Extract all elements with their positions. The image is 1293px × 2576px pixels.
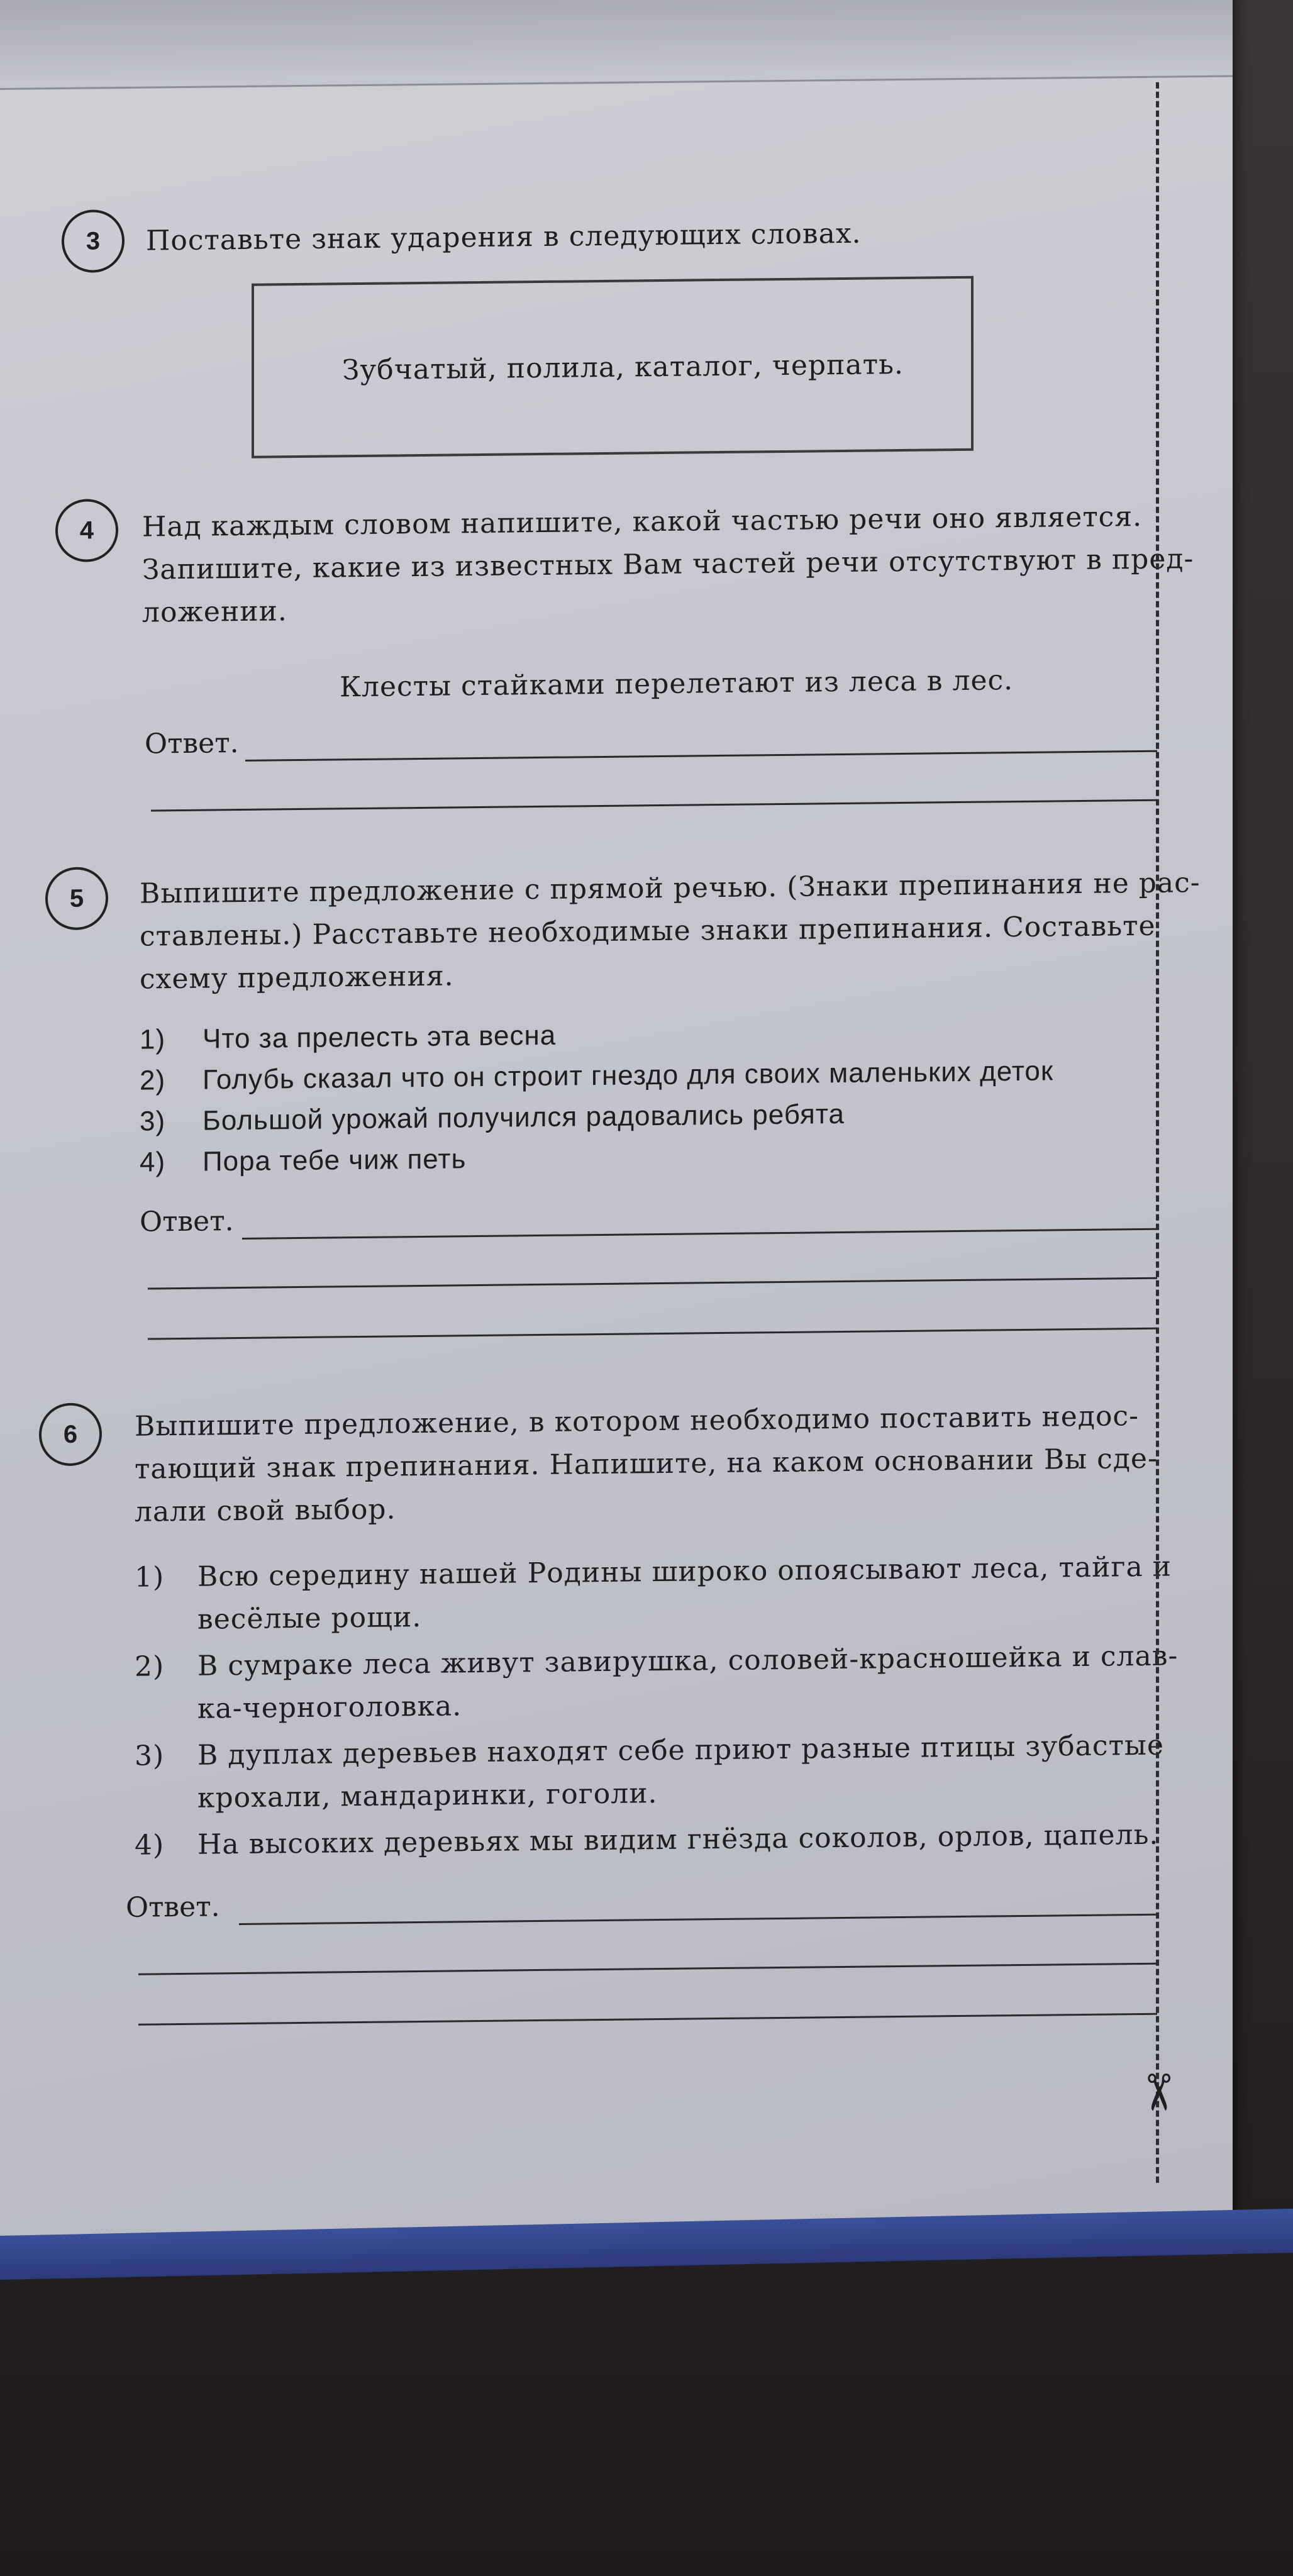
task6-option-3-cont: крохали, мандаринки, гоголи.	[197, 1777, 658, 1814]
task-number-5: 5	[45, 867, 108, 930]
task6-option-4-number: 4)	[135, 1829, 165, 1862]
task-number-3: 3	[62, 209, 125, 273]
task6-answer-line-2[interactable]	[138, 1963, 1157, 1975]
task5-option-3-number: 3)	[140, 1106, 166, 1137]
task5-option-2-text: Голубь сказал что он строит гнездо для своих маленьких деток	[203, 1055, 1054, 1096]
task5-option-2-number: 2)	[140, 1065, 166, 1096]
task4-instruction-line3: ложении.	[142, 595, 287, 629]
task4-answer-line-1[interactable]	[245, 750, 1157, 762]
task3-words: Зубчатый, полила, каталог, черпать.	[342, 348, 904, 387]
task3-instruction: Поставьте знак ударения в следующих словах.	[146, 217, 862, 257]
task5-answer-line-1[interactable]	[242, 1228, 1157, 1240]
scissors-icon: ✂	[1129, 2071, 1188, 2114]
task6-option-2	[135, 1636, 1178, 1686]
task6-option-2-number: 2)	[135, 1650, 165, 1683]
task5-answer-label: Ответ.	[140, 1205, 234, 1238]
task5-instruction-line2: ставлены.) Расставьте необходимые знаки препинания. Составьте	[140, 909, 1156, 953]
task4-sentence: Клесты стайками перелетают из леса в лес.	[340, 664, 1014, 704]
task6-option-2-cont: ка-черноголовка.	[197, 1690, 462, 1725]
task5-option-1	[140, 1016, 556, 1060]
task6-instruction-line2: тающий знак препинания. Напишите, на каком основании Вы сде-	[135, 1442, 1158, 1485]
task5-instruction-line3: схему предложения.	[140, 960, 454, 996]
task4-answer-line-2[interactable]	[151, 799, 1157, 812]
task6-option-1	[135, 1547, 1172, 1597]
task-number-4: 4	[55, 499, 118, 562]
task-number-6: 6	[39, 1402, 102, 1466]
task6-option-1-cont: весёлые рощи.	[197, 1601, 422, 1636]
task5-answer-line-3[interactable]	[148, 1328, 1157, 1340]
task6-answer-line-1[interactable]	[239, 1914, 1157, 1925]
task6-option-1-number: 1)	[135, 1561, 165, 1594]
task6-answer-line-3[interactable]	[138, 2013, 1157, 2026]
task5-answer-line-2[interactable]	[148, 1277, 1157, 1290]
task5-option-2	[140, 1052, 1053, 1100]
task3-word-box	[252, 276, 974, 458]
task5-option-4-number: 4)	[140, 1146, 166, 1178]
task4-answer-label: Ответ.	[145, 727, 239, 760]
task6-answer-label: Ответ.	[126, 1890, 220, 1924]
task4-instruction-line2: Запишите, какие из известных Вам частей речи отсутствуют в пред-	[142, 543, 1194, 586]
task5-option-1-number: 1)	[140, 1024, 166, 1055]
task6-option-3-number: 3)	[135, 1740, 165, 1772]
task6-option-4-line1: На высоких деревьях мы видим гнёзда соколов, орлов, цапель.	[197, 1818, 1159, 1861]
task6-instruction-line3: лали свой выбор.	[135, 1493, 396, 1528]
task6-option-4	[135, 1816, 1158, 1865]
task6-instruction-line1: Выпишите предложение, в котором необходимо поставить недос-	[135, 1400, 1139, 1443]
task5-instruction-line1: Выпишите предложение с прямой речью. (Знаки препинания не рас-	[140, 867, 1201, 910]
task4-instruction-line1: Над каждым словом напишите, какой частью речи оно является.	[142, 500, 1143, 543]
task5-option-3-text: Большой урожай получился радовались ребята	[203, 1098, 845, 1136]
task6-option-1-line1: Всю середину нашей Родины широко опоясывают леса, тайга и	[197, 1550, 1172, 1593]
previous-page-fold	[0, 0, 1233, 90]
task5-option-4	[140, 1140, 466, 1182]
task5-option-4-text: Пора тебе чиж петь	[203, 1143, 467, 1177]
task6-option-3	[135, 1726, 1164, 1776]
task5-option-1-text: Что за прелесть эта весна	[203, 1019, 557, 1055]
cut-line-dashed	[1156, 82, 1159, 2183]
task6-option-2-line1: В сумраке леса живут завирушка, соловей-красношейка и слав-	[197, 1640, 1179, 1682]
task6-option-3-line1: В дуплах деревьев находят себе приют разные птицы зубастые	[197, 1729, 1164, 1772]
task5-option-3	[140, 1095, 845, 1141]
